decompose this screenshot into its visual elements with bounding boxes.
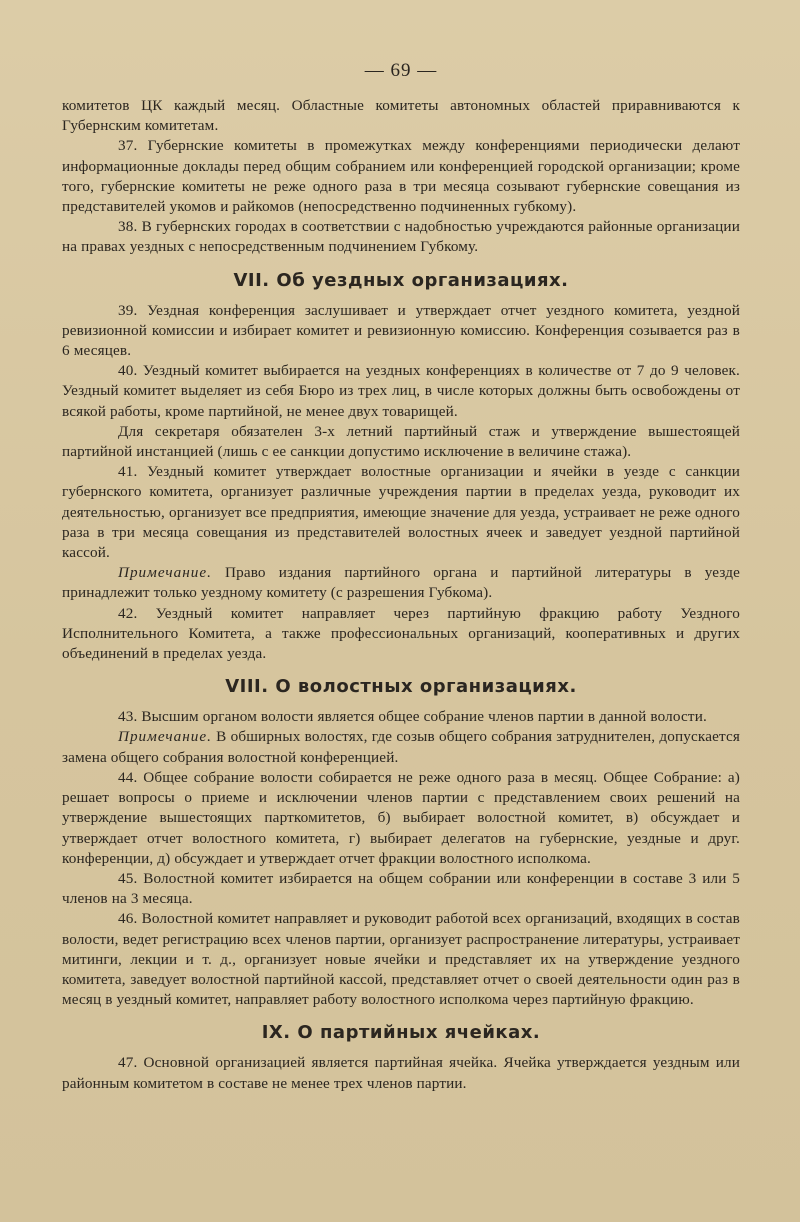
note-43	[62, 727, 740, 767]
paragraph-47: 47. Основной организацией является партийная ячейка. Ячейка утверждается уездным или районным комитетом в составе не менее трех членов партии.	[62, 1054, 740, 1092]
paragraph-40-secretary: Для секретаря обязателен 3-х летний партийный стаж и утверждение вышестоящей партийной инстанцией (лишь с ее санкции допустимо исключение в величине стажа).	[62, 422, 740, 461]
note-label: Примечание.	[118, 728, 212, 746]
paragraph-44: 44. Общее собрание волости собирается не реже одного раза в месяц. Общее Собрание: а) решает вопросы о приеме и исключении членов партии с представлением своих решений на утверждение вышестоящих парткомитетов, б) выбирает волостной комитет, в) обсуждает и утверждает отчет волостного комитета, г) выбирает делегатов на губернские, уездные и друг. конференции, д) обсуждает и утверждает отчет фракции волостного исполкома.	[62, 768, 740, 867]
paragraph-39: 39. Уездная конференция заслушивает и утверждает отчет уездного комитета, уездной ревизионной комиссии и избирает комитет и ревизионную комиссию. Конференция созывается раз в 6 месяцев.	[62, 301, 740, 360]
section-title-ix: IX. О партийных ячейках.	[261, 1022, 541, 1044]
paragraph-46: 46. Волостной комитет направляет и руководит работой всех организаций, входящих в состав волости, ведет регистрацию всех членов партии, организует распространение литературы, устраивает митинги, лекции и т. д., организует новые ячейки и представляет их на утверждение уездного комитета, заведует волостной партийной кассой, представляет отчет о своей деятельности один раз в месяц в уездный комитет, направляет работу волостного исполкома через партийную фракцию.	[62, 910, 740, 1009]
paragraph-37: 37. Губернские комитеты в промежутках между конференциями периодически делают информационные доклады перед общим собранием или конференцией городской организации; кроме того, губернские комитеты не реже одного раза в три месяца созывают губернские совещания из представителей укомов и райкомов (непосредственно подчиненных губкому).	[62, 137, 740, 216]
note-label: Примечание.	[118, 564, 212, 582]
document-body	[62, 96, 740, 1094]
page-number: — 69 —	[364, 60, 438, 81]
note-41	[62, 563, 740, 603]
paragraph-43: 43. Высшим органом волости является общее собрание членов партии в данной волости.	[118, 708, 707, 726]
note-text: Право издания партийного органа и партийной литературы в уезде принадлежит только уездному комитету (с разрешения Губкома).	[62, 564, 740, 602]
paragraph-45: 45. Волостной комитет избирается на общем собрании или конференции в составе 3 или 5 членов на 3 месяца.	[62, 869, 740, 908]
paragraph-continuation: комитетов ЦК каждый месяц. Областные комитеты автономных областей приравниваются к Губернским комитетам.	[62, 97, 740, 135]
paragraph-40: 40. Уездный комитет выбирается на уездных конференциях в количестве от 7 до 9 человек. Уездный комитет выделяет из себя Бюро из трех лиц, в числе которых должны быть освобождены от всякой работы, кроме партийной, не менее двух товарищей.	[62, 362, 740, 420]
note-text: В обширных волостях, где созыв общего собрания затруднителен, допускается замена общего собрания волостной конференцией.	[62, 728, 740, 766]
paragraph-42: 42. Уездный комитет направляет через партийную фракцию работу Уездного Исполнительного Комитета, а также профессиональных организаций, кооперативных и других объединений в пределах уезда.	[62, 604, 740, 663]
paragraph-41: 41. Уездный комитет утверждает волостные организации и ячейки в уезде с санкции губернского комитета, организует различные учреждения партии в пределах уезда, руководит их деятельностью, организует все предприятия, имеющие значение для уезда, устраивает не реже одного раза в три месяца совещания из представителей волостных ячеек и заведует уездной партийной кассой.	[62, 463, 740, 562]
section-title-vii: VII. Об уездных организациях.	[233, 269, 569, 291]
paragraph-38: 38. В губернских городах в соответствии с надобностью учреждаются районные организации на правах уездных с непосредственным подчинением Губкому.	[62, 218, 740, 256]
section-title-viii: VIII. О волостных организациях.	[225, 676, 577, 698]
